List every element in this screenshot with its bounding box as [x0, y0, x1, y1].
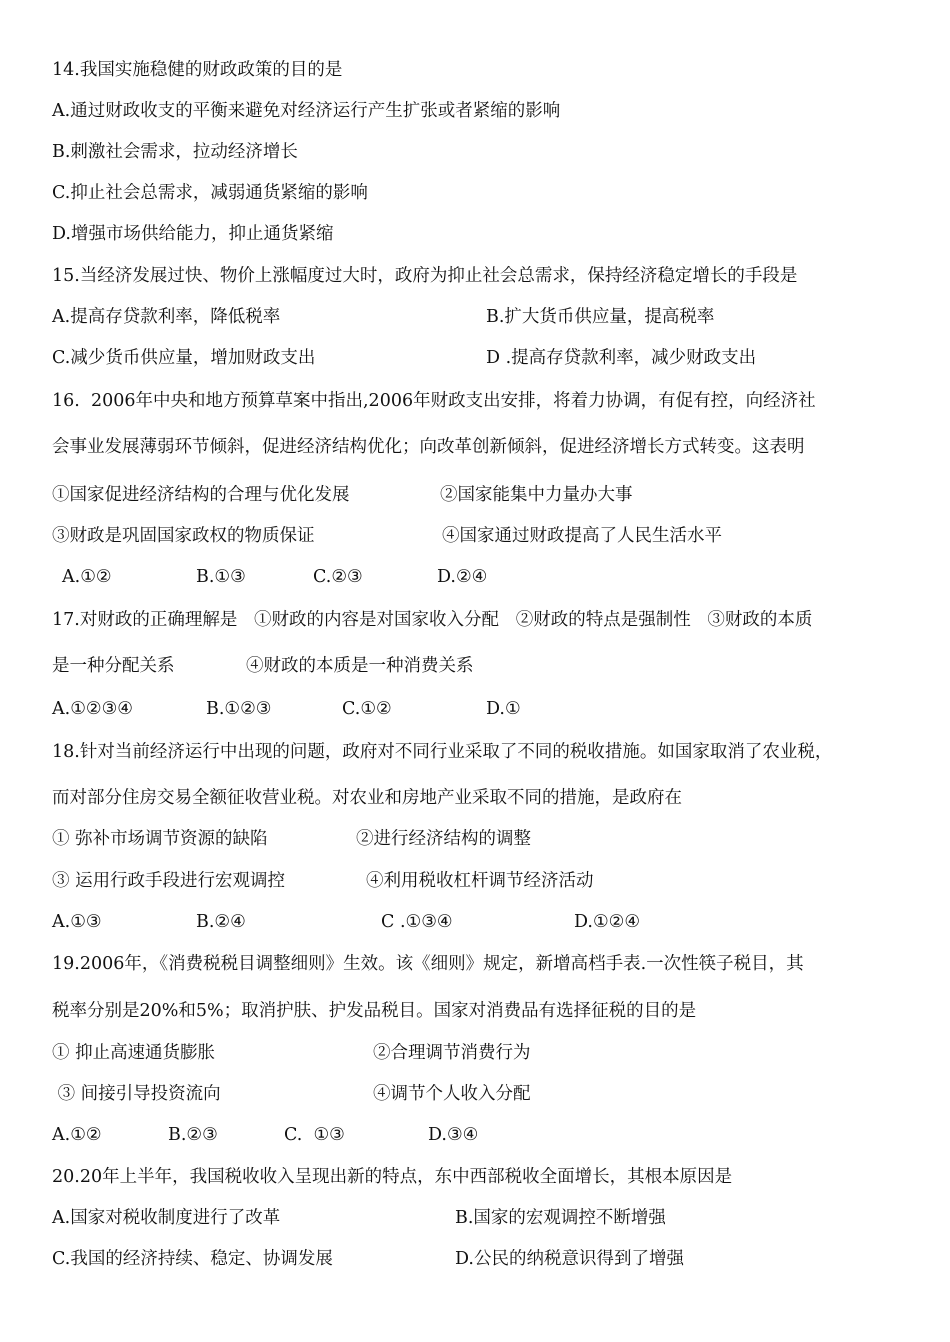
question-18-option-c: C .①③④ — [381, 912, 453, 932]
question-16-statement-1: ①国家促进经济结构的合理与优化发展 — [52, 485, 350, 505]
question-16-option-a: A.①② — [62, 567, 112, 587]
question-14-option-d: D.增强市场供给能力，抑止通货紧缩 — [52, 224, 334, 244]
question-19-stem-line-1: 19.2006年，《消费税税目调整细则》生效。该《细则》规定，新增高档手表.一次性筷子税目，其 — [52, 954, 804, 974]
question-19-statement-1: ① 抑止高速通货膨胀 — [52, 1043, 216, 1063]
question-18-statement-3: ③ 运用行政手段进行宏观调控 — [52, 871, 286, 891]
question-18-statement-4: ④利用税收杠杆调节经济活动 — [366, 871, 594, 891]
question-16-statement-4: ④国家通过财政提高了人民生活水平 — [442, 526, 722, 546]
question-16-statement-2: ②国家能集中力量办大事 — [440, 485, 633, 505]
question-16-option-b: B.①③ — [196, 567, 246, 587]
question-14-option-c: C.抑止社会总需求，减弱通货紧缩的影响 — [52, 183, 368, 203]
question-18-option-a: A.①③ — [52, 912, 102, 932]
question-14-stem: 14.我国实施稳健的财政政策的目的是 — [52, 60, 343, 80]
question-18-option-d: D.①②④ — [574, 912, 641, 932]
question-18-stem-line-2: 而对部分住房交易全额征收营业税。对农业和房地产业采取不同的措施，是政府在 — [52, 788, 682, 808]
question-17-option-c: C.①② — [342, 699, 392, 719]
question-19-option-d: D.③④ — [428, 1125, 479, 1145]
question-14-option-a: A.通过财政收支的平衡来避免对经济运行产生扩张或者紧缩的影响 — [52, 101, 561, 121]
question-18-option-b: B.②④ — [196, 912, 246, 932]
question-16-stem-line-1: 16. 2006年中央和地方预算草案中指出,2006年财政支出安排，将着力协调，有促有控，向经济社 — [52, 391, 816, 411]
question-18-statement-1: ① 弥补市场调节资源的缺陷 — [52, 829, 268, 849]
question-14-option-b: B.刺激社会需求，拉动经济增长 — [52, 142, 298, 162]
question-17-statement-4: ④财政的本质是一种消费关系 — [246, 656, 474, 676]
question-15-stem: 15.当经济发展过快、物价上涨幅度过大时，政府为抑止社会总需求，保持经济稳定增长的手段是 — [52, 266, 798, 286]
question-17-option-a: A.①②③④ — [52, 699, 133, 719]
question-17-stem-line-1: 17.对财政的正确理解是 ①财政的内容是对国家收入分配 ②财政的特点是强制性 ③财政的本质 — [52, 610, 813, 630]
question-16-statement-3: ③财政是巩固国家政权的物质保证 — [52, 526, 315, 546]
question-15-option-d: D .提高存贷款利率，减少财政支出 — [486, 348, 757, 368]
question-20-option-a: A.国家对税收制度进行了改革 — [52, 1208, 281, 1228]
question-19-statement-4: ④调节个人收入分配 — [373, 1084, 531, 1104]
question-16-option-d: D.②④ — [437, 567, 488, 587]
question-18-statement-2: ②进行经济结构的调整 — [356, 829, 531, 849]
question-19-option-b: B.②③ — [168, 1125, 218, 1145]
question-20-option-b: B.国家的宏观调控不断增强 — [455, 1208, 666, 1228]
question-17-option-b: B.①②③ — [206, 699, 272, 719]
question-19-option-a: A.①② — [52, 1125, 102, 1145]
question-20-stem: 20.20年上半年，我国税收收入呈现出新的特点，东中西部税收全面增长，其根本原因是 — [52, 1167, 733, 1187]
question-19-option-c: C. ①③ — [284, 1125, 345, 1145]
question-15-option-a: A.提高存贷款利率，降低税率 — [52, 307, 281, 327]
question-20-option-d: D.公民的纳税意识得到了增强 — [455, 1249, 684, 1269]
question-16-stem-line-2: 会事业发展薄弱环节倾斜，促进经济结构优化；向改革创新倾斜，促进经济增长方式转变。这表明 — [52, 437, 805, 457]
question-16-option-c: C.②③ — [313, 567, 363, 587]
question-17-option-d: D.① — [486, 699, 521, 719]
question-19-statement-3: ③ 间接引导投资流向 — [52, 1084, 221, 1104]
question-17-stem-line-2: 是一种分配关系 — [52, 656, 175, 676]
question-19-stem-line-2: 税率分别是20%和5%；取消护肤、护发品税目。国家对消费品有选择征税的目的是 — [52, 1001, 697, 1021]
question-15-option-c: C.减少货币供应量，增加财政支出 — [52, 348, 316, 368]
question-19-statement-2: ②合理调节消费行为 — [373, 1043, 531, 1063]
question-15-option-b: B.扩大货币供应量，提高税率 — [486, 307, 715, 327]
question-18-stem-line-1: 18.针对当前经济运行中出现的问题，政府对不同行业采取了不同的税收措施。如国家取消了农业税， — [52, 742, 833, 762]
question-20-option-c: C.我国的经济持续、稳定、协调发展 — [52, 1249, 333, 1269]
